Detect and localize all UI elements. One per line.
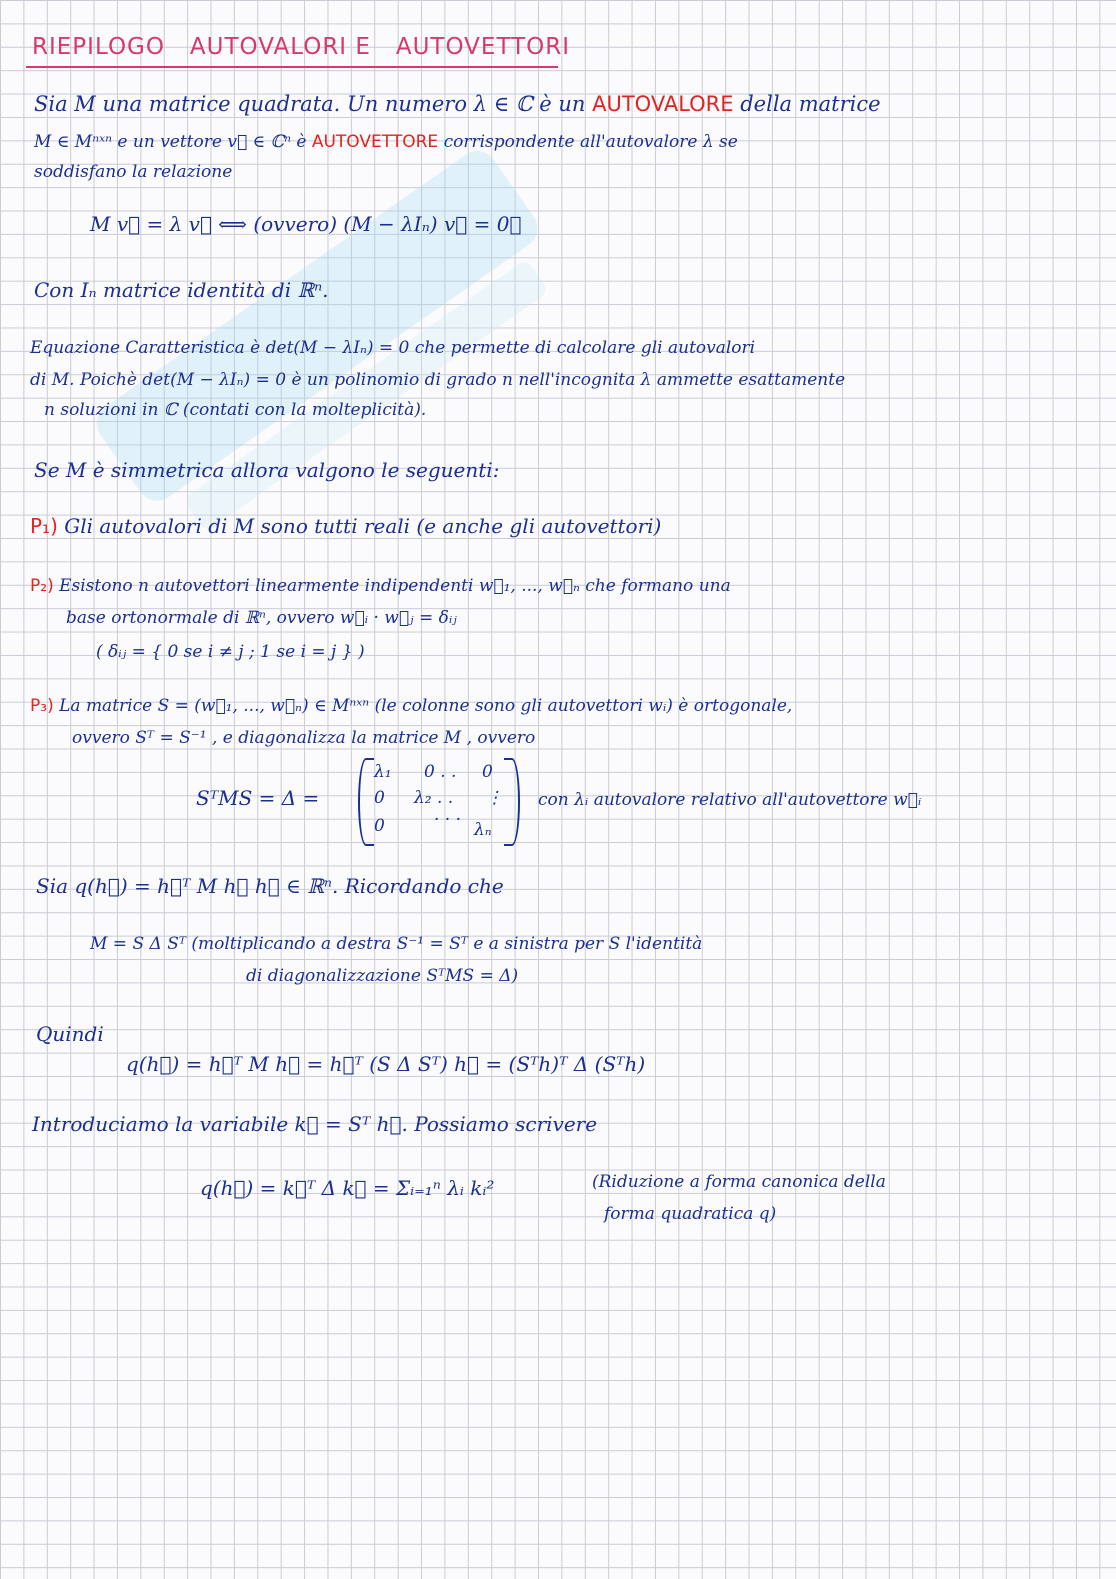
property-3 xyxy=(30,696,792,716)
p3-marker: P₃) xyxy=(30,696,54,716)
property-2 xyxy=(30,576,731,596)
matrix-cell: 0 xyxy=(374,816,385,836)
line-1-text: Sia M una matrice quadrata. Un numero λ ∈ ℂ è un xyxy=(34,92,586,116)
matrix-cell: ⋮ xyxy=(486,788,503,808)
diagonal-matrix xyxy=(358,758,520,842)
matrix-cell: 0 xyxy=(482,762,493,782)
p2-marker: P₂) xyxy=(30,576,54,596)
p3-text-a: La matrice S = (w⃗₁, ..., w⃗ₙ) ∈ Mⁿˣⁿ (le colonne sono gli autovettori wᵢ) è ortogonale, xyxy=(59,696,793,716)
matrix-cell: λ₂ . . xyxy=(414,788,454,808)
matrix-cell: 0 . . xyxy=(424,762,457,782)
equation-quadratic: q(h⃗) = h⃗ᵀ M h⃗ = h⃗ᵀ (S Δ Sᵀ) h⃗ = (Sᵀh)ᵀ Δ (Sᵀh) xyxy=(126,1052,646,1076)
equation-canonical: q(h⃗) = k⃗ᵀ Δ k⃗ = Σᵢ₌₁ⁿ λᵢ kᵢ² xyxy=(200,1176,495,1200)
matrix-cell: · · · xyxy=(434,810,462,830)
text-line-6: di M. Poichè det(M − λIₙ) = 0 è un polinomio di grado n nell'incognita λ ammette esattamente xyxy=(30,370,846,390)
text-line-11: di diagonalizzazione SᵀMS = Δ) xyxy=(246,966,519,986)
text-line-2 xyxy=(34,132,738,152)
p2-text-b: base ortonormale di ℝⁿ, ovvero w⃗ᵢ · w⃗ⱼ = δᵢⱼ xyxy=(66,608,457,628)
p1-marker: P₁) xyxy=(30,514,58,538)
p1-text: Gli autovalori di M sono tutti reali (e anche gli autovettori) xyxy=(64,514,662,538)
text-line-4: Con Iₙ matrice identità di ℝⁿ. xyxy=(34,278,329,302)
property-1 xyxy=(30,514,661,538)
p3-tail: con λᵢ autovalore relativo all'autovettore w⃗ᵢ xyxy=(538,790,922,810)
highlight-autovalore: AUTOVALORE xyxy=(592,92,734,116)
text-line-10: M = S Δ Sᵀ (moltiplicando a destra S⁻¹ = Sᵀ e a sinistra per S l'identità xyxy=(90,934,703,954)
text-line-14: Introduciamo la variabile k⃗ = Sᵀ h⃗. Possiamo scrivere xyxy=(32,1112,598,1136)
matrix-cell: λ₁ xyxy=(374,762,392,782)
matrix-cell: λₙ xyxy=(474,820,492,840)
text-line-9: Sia q(h⃗) = h⃗ᵀ M h⃗ h⃗ ∈ ℝⁿ. Ricordando che xyxy=(36,874,504,898)
matrix-right-paren xyxy=(504,758,520,846)
text-line-5: Equazione Caratteristica è det(M − λIₙ) = 0 che permette di calcolare gli autovalori xyxy=(30,338,756,358)
page-title: RIEPILOGO AUTOVALORI E AUTOVETTORI xyxy=(32,34,571,60)
text-line-7: n soluzioni in ℂ (contati con la molteplicità). xyxy=(44,400,427,420)
title-underline xyxy=(26,66,558,68)
highlight-autovettore: AUTOVETTORE xyxy=(311,132,439,152)
text-line-8: Se M è simmetrica allora valgono le seguenti: xyxy=(34,458,500,482)
text-line-3: soddisfano la relazione xyxy=(34,162,233,182)
canonical-note-1: (Riduzione a forma canonica della xyxy=(592,1172,886,1192)
line-1-end: della matrice xyxy=(740,92,881,116)
equation-eigen: M v⃗ = λ v⃗ ⟺ (ovvero) (M − λIₙ) v⃗ = 0⃗ xyxy=(90,212,522,236)
text-line-1 xyxy=(34,92,881,117)
matrix-cell: 0 xyxy=(374,788,385,808)
p2-kronecker: ( δᵢⱼ = { 0 se i ≠ j ; 1 se i = j } ) xyxy=(96,642,365,662)
line-2-end: corrispondente all'autovalore λ se xyxy=(443,132,738,152)
matrix-left-paren xyxy=(358,758,374,846)
line-2-start: M ∈ Mⁿˣⁿ e un vettore v⃗ ∈ ℂⁿ è xyxy=(34,132,307,152)
p3-text-b: ovvero Sᵀ = S⁻¹ , e diagonalizza la matrice M , ovvero xyxy=(72,728,536,748)
p2-text-a: Esistono n autovettori linearmente indipendenti w⃗₁, ..., w⃗ₙ che formano una xyxy=(59,576,731,596)
canonical-note-2: forma quadratica q) xyxy=(604,1204,777,1224)
p3-equation: SᵀMS = Δ = xyxy=(196,786,320,810)
text-line-12: Quindi xyxy=(36,1022,104,1046)
